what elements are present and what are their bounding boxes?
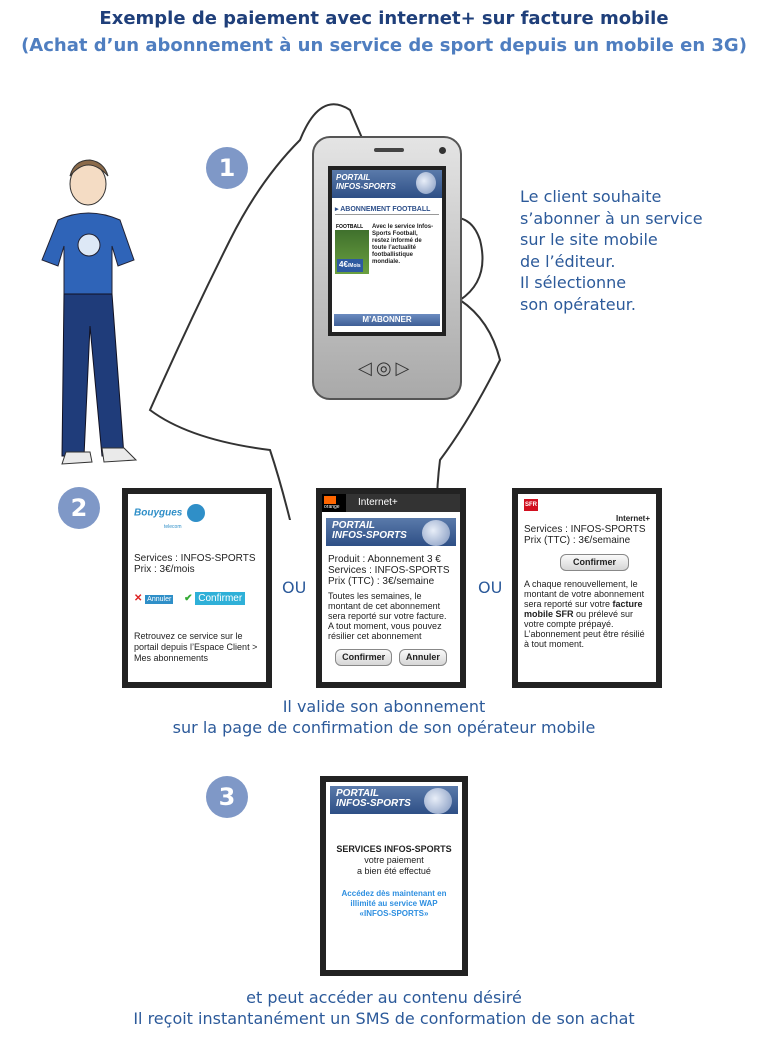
man-illustration [42,160,136,464]
mobile-phone [312,136,462,400]
confirmation-screen [320,776,468,976]
cancel-icon: ✕ [134,593,143,604]
service-access-link[interactable]: Accédez dès maintenant en illimité au service WAP «INFOS-SPORTS» [341,889,447,918]
service-name: Services : INFOS-SPORTS [524,524,646,535]
bouygues-logo: Bouygues [134,504,260,522]
step-3-badge: 3 [206,776,248,818]
player-icon [416,172,436,194]
phone-camera [439,147,446,154]
football-image [335,224,369,274]
sfr-logo: SFR [524,499,538,511]
service-name: Services : INFOS-SPORTS [134,553,256,564]
portal-banner [332,170,442,198]
confirm-button[interactable]: Confirmer [195,592,245,605]
phone-nav-controls[interactable]: ◁◎▷ [358,358,414,378]
sfr-screen [512,488,662,688]
orange-screen [316,488,466,688]
check-icon: ✔ [184,593,193,604]
banner-line-2: INFOS-SPORTS [336,182,396,191]
step-2-caption: Il valide son abonnement sur la page de confirmation de son opérateur mobile [172,697,596,737]
step-1-description: Le client souhaite s’abonner à un service sur le site mobile de l’éditeur. Il sélectionne son opérateur. [520,187,703,314]
phone-speaker [374,148,404,152]
action-row [134,593,260,605]
service-description: Avec le service Infos-Sports Football, restez informé de toute l’actualité footballistique mondiale. [372,224,434,265]
step-3-caption: et peut accéder au contenu désiré Il reçoit instantanément un SMS de conformation de son achat [133,988,635,1028]
confirm-button[interactable]: Confirmer [560,554,629,571]
step-2-badge: 2 [58,487,100,529]
player-icon [424,788,452,814]
phone-screen [328,166,446,336]
confirm-button[interactable]: Confirmer [335,649,392,666]
bouygues-footer: Retrouvez ce service sur le portail depuis l’Espace Client > Mes abonnements [134,631,258,663]
confirmation-line-2: a bien été effectué [357,866,431,876]
image-label: FOOTBALL [335,224,369,230]
orange-logo: orange [322,494,346,512]
action-row [328,649,454,666]
player-icon [422,520,450,546]
subscribe-button[interactable]: M’ABONNER [334,314,440,326]
price-badge: 4€/Mois [337,259,363,272]
confirmation-heading: SERVICES INFOS-SPORTS [336,844,452,854]
service-price: Prix : 3€/mois [134,564,195,575]
cancel-button[interactable]: Annuler [399,649,447,666]
product: Produit : Abonnement 3 € [328,554,441,565]
page-title: Exemple de paiement avec internet+ sur facture mobile [99,8,669,29]
banner-line-1: PORTAIL [336,173,371,182]
section-heading: ▸ ABONNEMENT FOOTBALL [335,206,439,215]
internet-plus-label: Internet+ [615,514,650,523]
orange-terms: Toutes les semaines, le montant de cet abonnement sera reporté sur votre facture. A tout moment, vous pouvez résilier cet abonnement [328,591,447,641]
or-label-2: OU [478,578,503,597]
cancel-button[interactable]: Annuler [147,596,172,603]
portal-banner: PORTAIL INFOS-SPORTS [330,786,458,814]
confirmation-line-1: votre paiement [364,855,424,865]
step-1-badge: 1 [206,147,248,189]
sfr-terms: A chaque renouvellement, le montant de votre abonnement sera reporté sur votre facture mobile SFR ou prélevé sur votre compte prépayé. L’abonnement peut être résilié à tout moment. [524,579,645,649]
internet-plus-label: Internet+ [358,497,398,508]
or-label-1: OU [282,578,307,597]
page-subtitle: (Achat d’un abonnement à un service de sport depuis un mobile en 3G) [21,35,747,56]
bouygues-logo-icon [187,504,205,522]
service-price: Prix (TTC) : 3€/semaine [328,576,435,587]
service-price: Prix (TTC) : 3€/semaine [524,535,631,546]
orange-top-bar [322,494,460,512]
bouygues-screen: Bouygues telecom Services : INFOS-SPORTS Prix : 3€/mois ✕ Annuler ✔ Confirmer Retrouvez ce service sur le portail depuis l’Espace Client > Mes abonnements [122,488,272,688]
service-name: Services : INFOS-SPORTS [328,565,450,576]
portal-banner: PORTAIL INFOS-SPORTS [326,518,456,546]
